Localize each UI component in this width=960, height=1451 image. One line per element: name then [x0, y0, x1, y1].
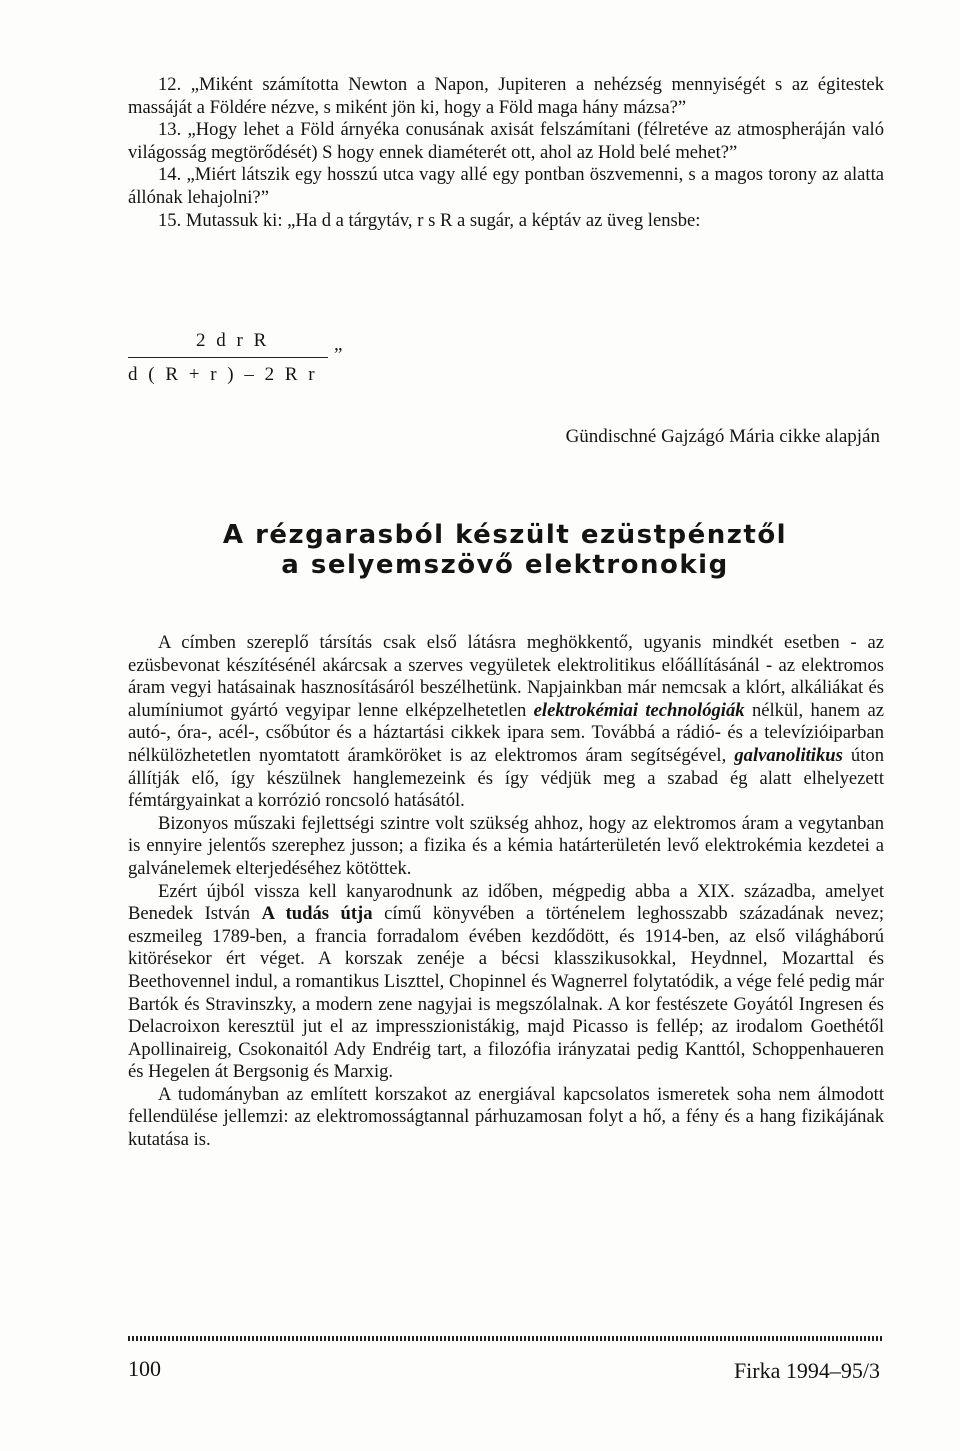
- attribution: Gündischné Gajzágó Mária cikke alapján: [565, 426, 880, 447]
- formula-numerator: 2 d r R: [196, 330, 270, 351]
- question-12: 12. „Miként számította Newton a Napon, Jupiteren a nehézség mennyiségét s az égitestek massáját a Földére nézve, s miként jön ki, hogy a Föld maga hány mázsa?”: [128, 74, 884, 118]
- lens-formula: [128, 330, 348, 394]
- question-14: 14. „Miért látszik egy hosszú utca vagy allé egy pontban öszvemenni, s a magos torony az alatta állónak lehajolni?”: [128, 164, 884, 208]
- paragraph-3-text-a: Ezért újból vissza kell kanyarodnunk az időben, mégpedig abba a XIX. századba, amelyet Benedek István: [128, 880, 884, 925]
- paragraph-1-text-c: úton állítják elő, így készülnek hanglemezeink és így védjük meg a szabad ég alatt elhelyezett fémtárgyainkat a korrózió roncsoló hatásától.: [128, 744, 884, 812]
- article-title: [160, 520, 850, 580]
- article-body: [128, 632, 884, 1152]
- paragraph-1: [128, 632, 884, 813]
- article-title-line-2: a selyemszövő elektronokig: [281, 550, 729, 580]
- book-title: A tudás útja: [261, 903, 373, 925]
- formula-denominator: d ( R + r ) – 2 R r: [128, 364, 318, 385]
- question-15: 15. Mutassuk ki: „Ha d a tárgytáv, r s R a sugár, a képtáv az üveg lensbe:: [158, 209, 701, 231]
- paragraph-1-text-b: nélkül, hanem az autó-, óra-, acél-, csőbútor és a háztartási cikkek ipara sem. Továbbá a rádió- és a televízióiparban nélkülözhetetlen nyomtatott áramköröket is az elektromos áram segítségével,: [128, 699, 884, 766]
- journal-issue: Firka 1994–95/3: [733, 1358, 880, 1383]
- fraction-line: [128, 357, 328, 358]
- paragraph-4: A tudományban az említett korszakot az energiával kapcsolatos ismeretek soha nem álmodott fellendülése jellemzi: az elektromosságtannal párhuzamosan folyt a hő, a fény és a hang fizikájának kutatása is.: [128, 1083, 884, 1151]
- formula-close-quote: „: [334, 334, 343, 355]
- paragraph-1-emphasis-2: galvanolitikus: [734, 744, 843, 766]
- paragraph-3: [128, 881, 884, 1084]
- paragraph-1-emphasis-1: elektrokémiai technológiák: [533, 699, 745, 721]
- article-title-line-1: A rézgarasból készült ezüstpénztől: [222, 520, 788, 550]
- paragraph-2: Bizonyos műszaki fejlettségi szintre volt szükség ahhoz, hogy az elektromos áram a vegytanban is ennyire jelentős szerephez jusson; a fizika és a kémia határterületén levő elektrokémia kezdetei a galvánelemek elterjedéséhez kötöttek.: [128, 812, 884, 879]
- paragraph-1-text-a: A címben szereplő társítás csak első látásra meghökkentő, ugyanis mindkét esetben - az ezüsbevonat készítésénél akárcsak a szerves vegyületek elektrolitikus előállításánál - az elektromos áram vegyi hatásainak hasznosításáról beszélhetünk. Napjainkban már nemcsak a klórt, alkáliákat és alumíniumot gyártó vegyipar lenne elképzelhetetlen: [128, 632, 884, 721]
- paragraph-3-text-b: című könyvében a történelem leghosszabb századának nevez; eszmeileg 1789-ben, a francia forradalom évében kezdődött, és 1914-ben, az első világháború kitörésekor ért véget. A korszak zenéje a bécsi klasszikusokkal, Heydnnel, Mozarttal és Beethovennel indul, a romantikus Liszttel, Chopinnel és Wagnerrel folytatódik, a vége felé pedig már Bartók és Stravinszky, a modern zene nagyjai is megszólalnak. A kor festészete Goyától Ingresen és Delacroixon keresztül jut el az impresszionistákig, majd Picasso is fellép; az irodalom Goethétől Apollinaireig, Csokonaitól Ady Endréig tart, a filozófia irányzatai pedig Kanttól, Schoppenhaueren és Hegelen át Bergsonig és Marxig.: [128, 903, 884, 1083]
- footer-rule: [128, 1336, 882, 1341]
- questions-block: [128, 74, 884, 232]
- page-number: 100: [128, 1356, 161, 1381]
- question-13: 13. „Hogy lehet a Föld árnyéka conusának axisát felszámítani (félretéve az atmospheráján való világosság megtörődését) S hogy ennek diaméterét ott, ahol az Hold belé mehet?”: [128, 119, 884, 163]
